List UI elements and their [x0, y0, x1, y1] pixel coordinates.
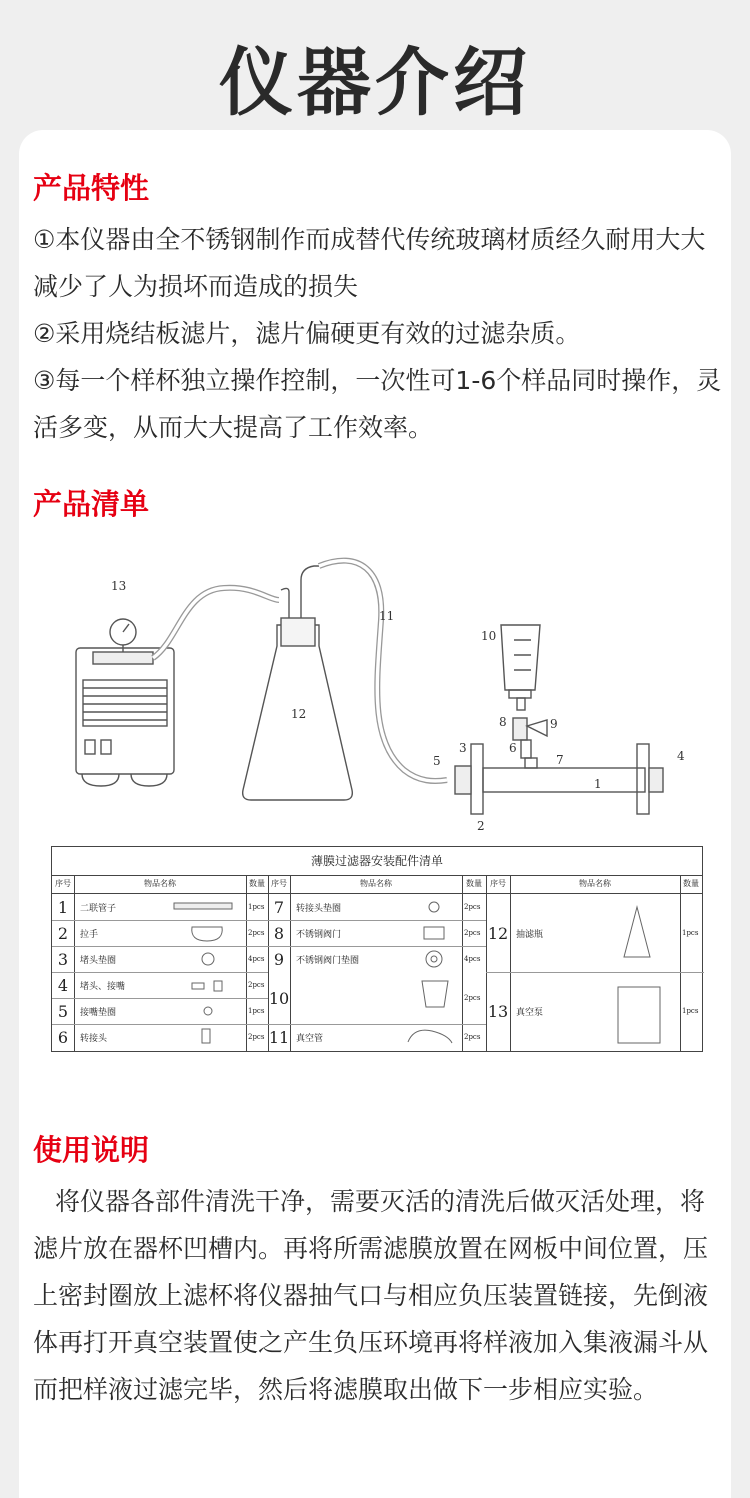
feature-2: ②采用烧结板滤片，滤片偏硬更有效的过滤杂质。 — [33, 319, 581, 348]
valve-drawing — [513, 718, 547, 758]
equipment-diagram — [19, 530, 731, 830]
table-row-no: 10 — [268, 988, 290, 1008]
table-row-qty: 2pcs — [464, 1033, 481, 1041]
table-row-qty: 2pcs — [248, 1033, 265, 1041]
table-row-name: 真空管 — [296, 1033, 324, 1044]
diagram-label-5: 5 — [433, 754, 441, 768]
table-row-name: 转接头垫圈 — [296, 903, 342, 914]
diagram-label-10: 10 — [481, 629, 497, 643]
col-header-name: 物品名称 — [290, 875, 462, 894]
table-row-no: 11 — [268, 1027, 290, 1047]
table-row-no: 4 — [57, 975, 69, 995]
table-row-qty: 2pcs — [248, 981, 265, 989]
usage-heading: 使用说明 — [33, 1133, 150, 1167]
table-row-name: 真空泵 — [516, 1007, 544, 1018]
table-row-qty: 4pcs — [464, 955, 481, 963]
usage-text: 将仪器各部件清洗干净，需要灭活的清洗后做灭活处理，将滤片放在器杯凹槽内。再将所需滤膜放置在网板中间位置，压上密封圈放上滤杯将仪器抽气口与相应负压装置链接，先倒液体再打开真空装置使之产生负压环境再将样液加入集液漏斗从而把样液过滤完毕，然后将滤膜取出做下一步相应实验。 — [33, 1187, 709, 1404]
table-row-no: 5 — [57, 1001, 69, 1021]
parts-thumbnails — [52, 847, 702, 1051]
diagram-label-7: 7 — [556, 753, 564, 767]
diagram-label-4: 4 — [677, 749, 685, 763]
parts-table — [51, 846, 703, 1052]
table-row-name: 堵头、接嘴 — [80, 981, 126, 992]
diagram-label-3: 3 — [459, 741, 467, 755]
table-row-qty: 1pcs — [682, 1007, 699, 1015]
table-row-qty: 2pcs — [464, 903, 481, 911]
diagram-label-8: 8 — [499, 715, 507, 729]
table-row-no: 2 — [57, 923, 69, 943]
diagram-label-2: 2 — [477, 819, 485, 830]
diagram-label-13: 13 — [111, 579, 127, 593]
col-header-qty: 数量 — [680, 875, 702, 894]
col-header-no: 序号 — [486, 875, 510, 894]
table-row-no: 1 — [57, 897, 69, 917]
table-row-no: 12 — [487, 923, 509, 943]
diagram-label-11: 11 — [379, 609, 395, 623]
table-row-qty: 4pcs — [248, 955, 265, 963]
page-title: 仪器介绍 — [219, 40, 531, 126]
features-text — [33, 216, 723, 451]
table-row-name: 转接头 — [80, 1033, 108, 1044]
col-header-no: 序号 — [52, 875, 74, 894]
feature-3: ③每一个样杯独立操作控制，一次性可1-6个样品同时操作，灵活多变，从而大大提高了工作效率。 — [33, 366, 722, 442]
table-row-no: 3 — [57, 949, 69, 969]
table-row-name: 二联管子 — [80, 903, 117, 914]
suction-flask-drawing — [243, 566, 353, 800]
content-card — [19, 130, 731, 1498]
vacuum-pump-drawing — [76, 619, 174, 786]
col-header-name: 物品名称 — [74, 875, 246, 894]
table-row-qty: 1pcs — [682, 929, 699, 937]
table-row-no: 9 — [273, 949, 285, 969]
table-row-qty: 2pcs — [464, 994, 481, 1002]
table-row-no: 13 — [487, 1001, 509, 1021]
table-row-no: 7 — [273, 897, 285, 917]
table-row-no: 8 — [273, 923, 285, 943]
diagram-label-12: 12 — [291, 707, 307, 721]
features-heading: 产品特性 — [33, 171, 150, 205]
diagram-label-6: 6 — [509, 741, 517, 755]
col-header-qty: 数量 — [246, 875, 268, 894]
feature-1: ①本仪器由全不锈钢制作而成替代传统玻璃材质经久耐用大大减少了人为损坏而造成的损失 — [33, 225, 706, 301]
table-row-name: 不锈钢阀门 — [296, 929, 342, 940]
table-row-name: 拉手 — [80, 929, 99, 940]
table-row-qty: 2pcs — [464, 929, 481, 937]
parts-table-title: 薄膜过滤器安装配件清单 — [52, 847, 702, 876]
table-row-name: 堵头垫圈 — [80, 955, 117, 966]
table-row-name: 抽滤瓶 — [516, 929, 544, 940]
funnel-drawing — [501, 625, 540, 710]
diagram-label-9: 9 — [550, 717, 558, 731]
table-row-qty: 1pcs — [248, 903, 265, 911]
table-row-qty: 1pcs — [248, 1007, 265, 1015]
table-row-name: 接嘴垫圈 — [80, 1007, 117, 1018]
table-row-qty: 2pcs — [248, 929, 265, 937]
diagram-label-1: 1 — [594, 777, 602, 791]
list-heading: 产品清单 — [33, 487, 150, 521]
col-header-name: 物品名称 — [510, 875, 680, 894]
table-row-no: 6 — [57, 1027, 69, 1047]
col-header-no: 序号 — [268, 875, 290, 894]
col-header-qty: 数量 — [462, 875, 486, 894]
table-row-name: 不锈钢阀门垫圈 — [296, 955, 360, 966]
